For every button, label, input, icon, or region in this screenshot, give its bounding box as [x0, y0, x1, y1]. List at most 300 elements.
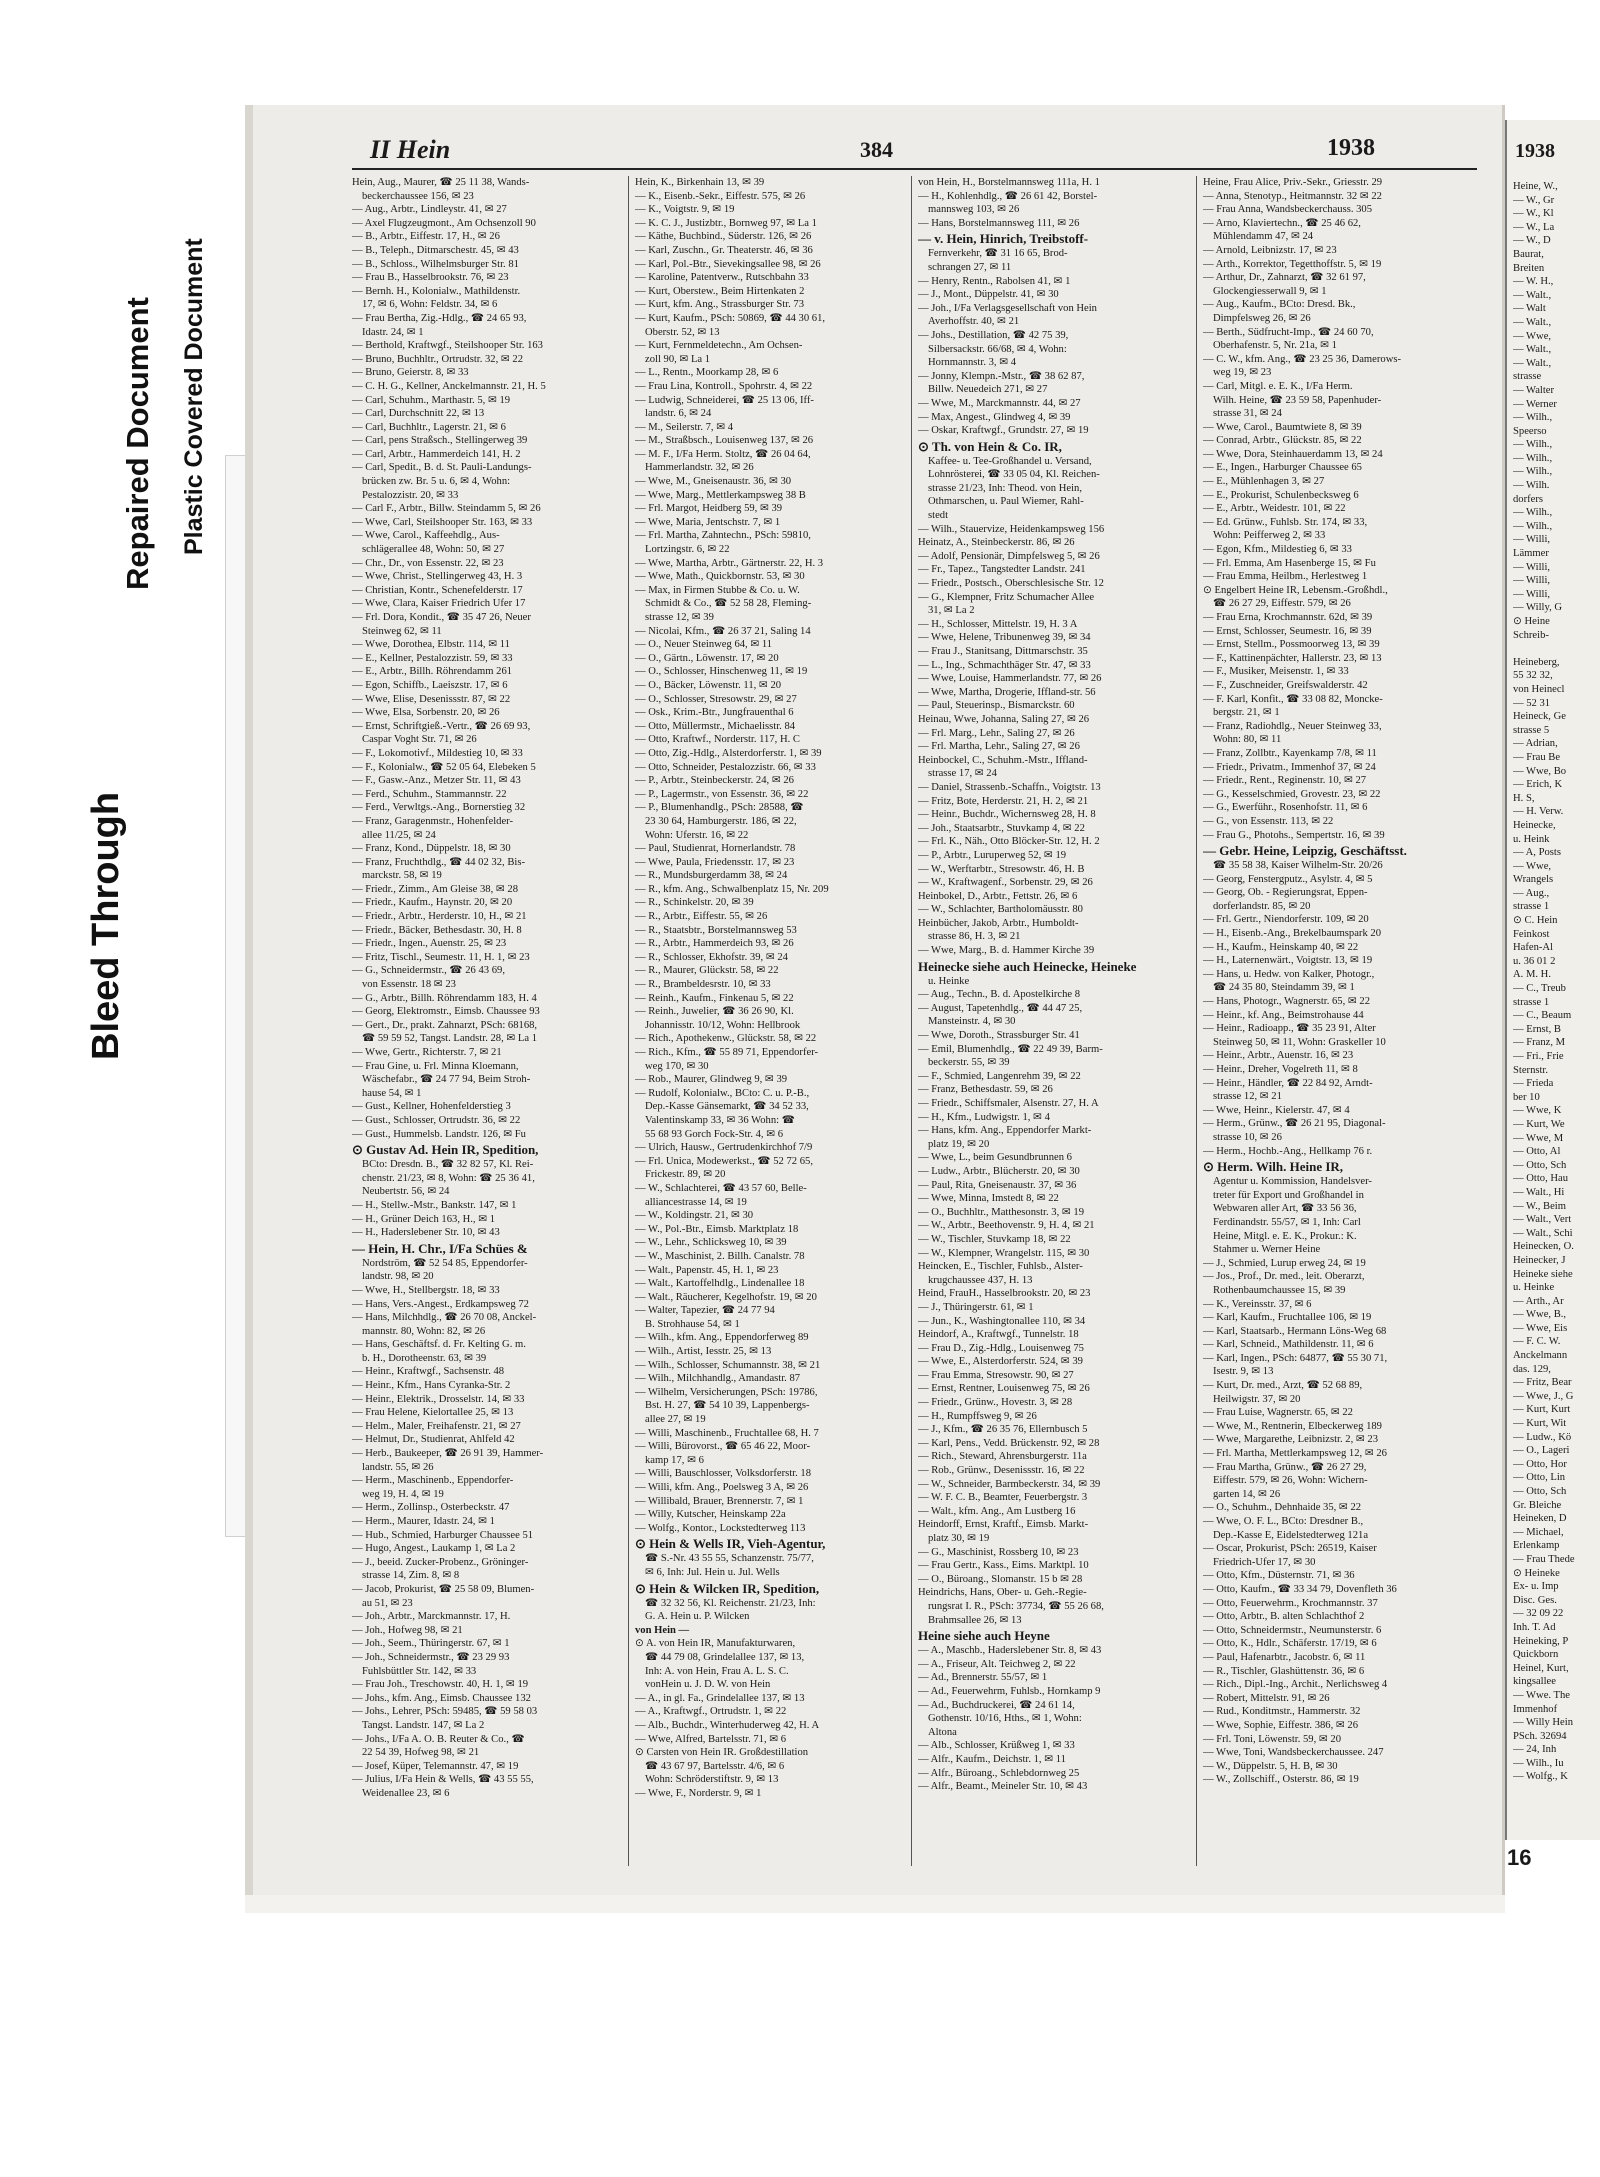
directory-entry: — Chr., Dr., von Essenstr. 22, ✉ 23 — [352, 557, 504, 569]
directory-entry: — Franz, Fruchthdlg., ☎ 44 02 32, Bis- — [352, 856, 525, 868]
directory-entry: Heinbücher, Jakob, Arbtr., Humboldt- — [918, 917, 1079, 929]
directory-entry: — A., in gl. Fa., Grindelallee 137, ✉ 13 — [635, 1692, 805, 1704]
directory-entry: — Kurt, kfm. Ang., Strassburger Str. 73 — [635, 299, 805, 311]
directory-entry: — Rich., Kfm., ☎ 55 89 71, Eppendorfer- — [635, 1047, 819, 1058]
directory-entry: mannsweg 103, ✉ 26 — [928, 204, 1020, 216]
directory-entry: — J., beeid. Zucker-Probenz., Gröninger- — [352, 1556, 529, 1568]
directory-entry: garten 14, ✉ 26 — [1213, 1488, 1281, 1500]
directory-entry: — W., Klempner, Wrangelstr. 115, ✉ 30 — [918, 1247, 1090, 1259]
directory-entry: — Oskar, Kraftwgf., Grundstr. 27, ✉ 19 — [918, 425, 1089, 437]
directory-entry: — Frau Anna, Wandsbeckerchauss. 305 — [1203, 204, 1373, 216]
directory-entry: Silbersackstr. 66/68, ✉ 4, Wohn: — [928, 343, 1067, 355]
directory-entry: — Wwe, M., Rentnerin, Elbeckerweg 189 — [1203, 1420, 1382, 1432]
column-divider — [911, 176, 912, 1866]
directory-entry: — Friedr., Postsch., Oberschlesische Str. 12 — [918, 578, 1104, 590]
adjacent-entry: — C., Treub — [1513, 983, 1566, 995]
directory-entry: — Alfr., Beamt., Meineler Str. 10, ✉ 43 — [918, 1781, 1088, 1793]
directory-entry: — Otto, Kaufm., ☎ 33 34 79, Dovenfleth 36 — [1203, 1583, 1397, 1595]
directory-entry: brücken zw. Br. 5 u. 6, ✉ 4, Wohn: — [362, 476, 511, 488]
directory-entry: — Walt., Papenstr. 45, H. 1, ✉ 23 — [635, 1264, 779, 1276]
directory-entry: — Johs., Lehrer, PSch: 59485, ☎ 59 58 03 — [352, 1706, 538, 1718]
adjacent-entry: — W., D — [1513, 235, 1551, 247]
adjacent-entry: — Walt., Vert — [1513, 1214, 1572, 1226]
directory-entry: — Herm., Hochb.-Ang., Hellkamp 76 r. — [1203, 1145, 1373, 1157]
directory-entry: Webwaren aller Art, ☎ 33 56 36, — [1213, 1203, 1357, 1215]
directory-entry: strasse 10, ✉ 26 — [1213, 1131, 1282, 1143]
directory-entry: — Wwe, Minna, Imstedt 8, ✉ 22 — [918, 1193, 1059, 1205]
adjacent-entry: Ex- u. Imp — [1513, 1581, 1559, 1593]
directory-entry: — Jonny, Klempn.-Mstr., ☎ 38 62 87, — [918, 370, 1085, 382]
directory-entry: beckerchaussee 156, ✉ 23 — [362, 190, 474, 202]
adjacent-entry: Heineken, D — [1513, 1513, 1567, 1525]
directory-entry: — Carl, pens Straßsch., Stellingerweg 39 — [352, 435, 528, 447]
directory-entry: — Heinr., Radioapp., ☎ 35 23 91, Alter — [1203, 1023, 1376, 1035]
directory-entry: — Frau Erna, Krochmannstr. 62d, ✉ 39 — [1203, 612, 1373, 623]
directory-entry: — M. F., I/Fa Herm. Stoltz, ☎ 26 04 64, — [635, 448, 811, 460]
adjacent-entry: — Otto, Al — [1513, 1146, 1561, 1158]
directory-entry: — Otto, K., Hdlr., Schäferstr. 17/19, ✉ 6 — [1203, 1638, 1377, 1650]
directory-entry: — Alfr., Büroang., Schlebdornweg 25 — [918, 1767, 1080, 1779]
directory-entry: Fernverkehr, ☎ 31 16 65, Brod- — [928, 248, 1068, 260]
directory-entry: Hein, Aug., Maurer, ☎ 25 11 38, Wands- — [352, 177, 530, 188]
directory-entry: — Berth., Südfrucht-Imp., ☎ 24 60 70, — [1203, 326, 1374, 338]
directory-entry: — Heinr., Elektrik., Drosselstr. 14, ✉ 33 — [352, 1393, 525, 1405]
directory-entry: — Willi, Bauschlosser, Volksdorferstr. 18 — [635, 1468, 812, 1480]
directory-entry: — G., von Essenstr. 113, ✉ 22 — [1203, 815, 1334, 827]
directory-entry: — E., Arbtr., Billh. Röhrendamm 261 — [352, 666, 513, 678]
directory-entry: — Willy, Kutscher, Heinskamp 22a — [635, 1509, 786, 1521]
directory-entry: Pestalozzistr. 20, ✉ 33 — [362, 489, 459, 501]
directory-entry: ✉ 6, Inh: Jul. Hein u. Jul. Wells — [645, 1566, 780, 1578]
directory-entry: ⊙ A. von Hein IR, Manufakturwaren, — [635, 1638, 796, 1650]
directory-entry: vonHein u. J. D. W. von Hein — [645, 1679, 771, 1691]
directory-entry: — Karoline, Patentverw., Rutschbahn 33 — [635, 272, 809, 284]
directory-entry: — Heinr., Dreher, Vogelreth 11, ✉ 8 — [1203, 1064, 1358, 1075]
directory-entry: — Helmut, Dr., Studienrat, Ahlfeld 42 — [352, 1434, 515, 1446]
directory-entry: — Frau Helene, Kielortallee 25, ✉ 13 — [352, 1407, 514, 1419]
directory-entry: u. Heinke — [928, 975, 970, 987]
directory-entry: — Wwe, Martha, Arbtr., Gärtnerstr. 22, H. 3 — [635, 557, 824, 569]
column-divider — [1196, 176, 1197, 1866]
directory-entry: — Aug., Arbtr., Lindleystr. 41, ✉ 27 — [352, 204, 507, 216]
directory-entry: — Carl, Mitgl. e. E. K., I/Fa Herm. — [1203, 380, 1353, 392]
directory-entry: BCto: Dresdn. B., ☎ 32 82 57, Kl. Rei- — [362, 1159, 534, 1171]
adjacent-entry: — Wwe, J., G — [1513, 1390, 1574, 1402]
directory-entry: — Wwe, Elsa, Sorbenstr. 20, ✉ 26 — [352, 707, 500, 719]
directory-entry: schrangen 27, ✉ 11 — [928, 261, 1012, 273]
directory-entry: — W., Zollschiff., Osterstr. 86, ✉ 19 — [1203, 1774, 1359, 1786]
directory-entry: — Bruno, Geierstr. 8, ✉ 33 — [352, 367, 469, 379]
directory-entry: — Ad., Feuerwehrm, Fuhlsb., Hornkamp 9 — [918, 1685, 1101, 1697]
directory-entry: — Fr., Tapez., Tangstedter Landstr. 241 — [918, 564, 1086, 576]
directory-entry: Wohn: 80, ✉ 11 — [1213, 734, 1282, 746]
directory-entry: — F., Kolonialw., ☎ 52 05 64, Elebeken 5 — [352, 761, 536, 773]
directory-entry: — J., Thüringerstr. 61, ✉ 1 — [918, 1301, 1034, 1313]
directory-entry: — Otto, Feuerwehrm., Krochmannstr. 37 — [1203, 1597, 1378, 1609]
directory-entry: strasse 14, Zim. 8, ✉ 8 — [362, 1570, 460, 1582]
directory-entry: — Frau Bertha, Zig.-Hdlg., ☎ 24 65 93, — [352, 312, 527, 324]
directory-entry: Mühlendamm 47, ✉ 24 — [1213, 231, 1314, 243]
directory-entry: — Herm., Zollinsp., Osterbeckstr. 47 — [352, 1502, 510, 1514]
directory-entry: ⊙ Hein & Wells IR, Vieh-Agentur, — [635, 1536, 826, 1552]
directory-entry: allee 11/25, ✉ 24 — [362, 829, 436, 841]
adjacent-entry: — Wwe, — [1513, 330, 1552, 342]
directory-entry: — Wwe, Sophie, Eiffestr. 386, ✉ 26 — [1203, 1719, 1359, 1731]
directory-entry: — W., Koldingstr. 21, ✉ 30 — [635, 1210, 754, 1222]
directory-entry: — Bernh. H., Kolonialw., Mathildenstr. — [352, 285, 521, 297]
directory-entry: — Wwe, Gertr., Richterstr. 7, ✉ 21 — [352, 1047, 502, 1058]
directory-entry: — Ludwig, Schneiderei, ☎ 25 13 06, Iff- — [635, 394, 814, 406]
directory-entry: mannstr. 80, Wohn: 82, ✉ 26 — [362, 1325, 486, 1337]
directory-entry: — Arth., Korrektor, Tegetthoffstr. 5, ✉ 19 — [1203, 258, 1382, 270]
directory-entry: Eiffestr. 579, ✉ 26, Wohn: Wichern- — [1213, 1475, 1368, 1487]
directory-entry: — Egon, Schiffb., Laeiszstr. 17, ✉ 6 — [352, 679, 508, 691]
directory-entry: — Joh., Arbtr., Marckmannstr. 17, H. — [352, 1611, 511, 1623]
adjacent-entry: — Willi, — [1513, 588, 1551, 600]
directory-entry: — F., Zuschneider, Greifswalderstr. 42 — [1203, 679, 1368, 691]
directory-entry: — K., Voigtstr. 9, ✉ 19 — [635, 204, 735, 216]
directory-entry: Heindorff, Ernst, Kraftf., Eimsb. Markt- — [918, 1519, 1089, 1531]
directory-entry: — Wwe, Margarethe, Leibnizstr. 2, ✉ 23 — [1203, 1434, 1378, 1446]
adjacent-entry: — Kurt, Wit — [1513, 1418, 1567, 1430]
directory-entry: — G., Maschinist, Rossberg 10, ✉ 23 — [918, 1546, 1079, 1558]
directory-entry: 22 54 39, Hofweg 98, ✉ 21 — [362, 1747, 480, 1759]
directory-entry: — Hub., Schmied, Harburger Chaussee 51 — [352, 1529, 534, 1541]
directory-entry: — Friedr., Arbtr., Herderstr. 10, H., ✉ 21 — [352, 911, 527, 923]
directory-entry: — W., Tischler, Stuvkamp 18, ✉ 22 — [918, 1233, 1071, 1245]
directory-entry: — Wwe, Clara, Kaiser Friedrich Ufer 17 — [352, 598, 526, 610]
directory-entry: — Fritz, Bote, Herderstr. 21, H. 2, ✉ 21 — [918, 795, 1089, 807]
directory-entry: — Georg, Elektromstr., Eimsb. Chaussee 93 — [352, 1006, 540, 1018]
directory-entry: — Ernst, Schriftgieß.-Vertr., ☎ 26 69 93, — [352, 720, 531, 732]
directory-entry: — Wwe, Math., Quickbornstr. 53, ✉ 30 — [635, 571, 805, 583]
directory-entry: — Wwe, E., Alsterdorferstr. 524, ✉ 39 — [918, 1356, 1083, 1368]
directory-entry: — W. F. C. B., Beamter, Feuerbergstr. 3 — [918, 1492, 1088, 1504]
directory-entry: ⊙ Herm. Wilh. Heine IR, — [1203, 1159, 1344, 1175]
directory-entry: — H., Rumpffsweg 9, ✉ 26 — [918, 1410, 1037, 1422]
directory-entry: — E., Kellner, Pestalozzistr. 59, ✉ 33 — [352, 652, 513, 664]
directory-entry: — W., Kraftwagenf., Sorbenstr. 29, ✉ 26 — [918, 877, 1093, 889]
directory-entry: — Ernst, Rentner, Louisenweg 75, ✉ 26 — [918, 1383, 1090, 1395]
directory-entry: zoll 90, ✉ La 1 — [645, 353, 711, 365]
directory-entry: — Wwe, M., Gneisenaustr. 36, ✉ 30 — [635, 476, 792, 488]
directory-entry: — Friedr., Bäcker, Bethesdastr. 30, H. 8 — [352, 924, 522, 936]
directory-entry: — G., Schneidermstr., ☎ 26 43 69, — [352, 965, 505, 977]
directory-entry: — Wwe, Helene, Tribunenweg 39, ✉ 34 — [918, 632, 1091, 644]
directory-entry: Fuhlsbüttler Str. 142, ✉ 33 — [362, 1665, 477, 1677]
adjacent-entry: Anckelmann — [1513, 1350, 1568, 1362]
adjacent-entry: — Wilh., — [1513, 439, 1553, 451]
directory-entry: — Gust., Schlosser, Ortrudstr. 36, ✉ 22 — [352, 1114, 521, 1126]
adjacent-entry: dorfers — [1513, 493, 1544, 505]
directory-entry: — Frau J., Stanitsang, Dittmarschstr. 35 — [918, 646, 1088, 657]
directory-entry: — O., Büroang., Slomanstr. 15 b ✉ 28 — [918, 1573, 1083, 1585]
directory-entry: — A., Friseur, Alt. Teichweg 2, ✉ 22 — [918, 1658, 1076, 1670]
directory-entry: — Frau Luise, Wagnerstr. 65, ✉ 22 — [1203, 1407, 1353, 1419]
adjacent-entry: u. Heink — [1513, 833, 1550, 845]
directory-entry: Heine siehe auch Heyne — [918, 1628, 1050, 1644]
year-label: 1938 — [1327, 135, 1375, 161]
adjacent-entry: Disc. Ges. — [1513, 1594, 1557, 1606]
directory-entry: — J., Mont., Düppelstr. 41, ✉ 30 — [918, 289, 1059, 301]
directory-entry: — H., Haderslebener Str. 10, ✉ 43 — [352, 1227, 500, 1239]
directory-entry: Brahmsallee 26, ✉ 13 — [928, 1614, 1022, 1626]
directory-entry: Wohn: Schröderstiftstr. 9, ✉ 13 — [645, 1774, 779, 1786]
directory-entry: kamp 17, ✉ 6 — [645, 1454, 704, 1466]
adjacent-page-column — [1513, 180, 1600, 1784]
directory-entry: — F., Musiker, Meisenstr. 1, ✉ 33 — [1203, 666, 1349, 678]
directory-entry: Steinweg 62, ✉ 11 — [362, 625, 442, 637]
label-repaired-document: Repaired Document — [120, 297, 155, 590]
directory-entry: — M., Straßbsch., Louisenweg 137, ✉ 26 — [635, 435, 814, 447]
directory-entry: weg 19, ✉ 23 — [1213, 367, 1272, 379]
adjacent-entry: Heinecken, O. — [1513, 1241, 1574, 1253]
directory-entry: — Frl. Toni, Löwenstr. 59, ✉ 20 — [1203, 1733, 1342, 1745]
adjacent-entry — [1513, 642, 1600, 656]
adjacent-entry: — W., Beim — [1513, 1200, 1566, 1212]
directory-entry: ⊙ Carsten von Hein IR. Großdestillation — [635, 1747, 809, 1759]
directory-entry: Steinweg 50, ✉ 11, Wohn: Graskeller 10 — [1213, 1036, 1386, 1048]
directory-entry: 17, ✉ 6, Wohn: Feldstr. 34, ✉ 6 — [362, 299, 498, 311]
directory-entry: — H., Grüner Deich 163, H., ✉ 1 — [352, 1213, 496, 1225]
adjacent-page — [1505, 120, 1600, 1840]
directory-entry: strasse 21/23, Inh: Theod. von Hein, — [928, 482, 1082, 494]
directory-entry: — R., Mundsburgerdamm 38, ✉ 24 — [635, 870, 788, 882]
directory-entry: — G., Kesselschmied, Grovestr. 23, ✉ 22 — [1203, 788, 1381, 800]
directory-entry: — Wwe, Alfred, Bartelsstr. 71, ✉ 6 — [635, 1733, 787, 1745]
adjacent-entry: — Fritz, Bear — [1513, 1377, 1572, 1389]
adjacent-entry: das. 129, — [1513, 1363, 1551, 1375]
adjacent-entry: Heineberg, — [1513, 656, 1560, 668]
directory-entry: — Frau Martha, Grünw., ☎ 26 27 29, — [1203, 1461, 1367, 1473]
adjacent-entry: — Wwe. The — [1513, 1689, 1570, 1701]
adjacent-entry: — 32 09 22 — [1513, 1608, 1564, 1620]
directory-entry: — Willi, Bürovorst., ☎ 65 46 22, Moor- — [635, 1441, 811, 1453]
directory-entry: — P., Lagermstr., von Essenstr. 36, ✉ 22 — [635, 788, 809, 800]
directory-entry: alliancestrasse 14, ✉ 19 — [645, 1196, 747, 1208]
directory-entry: — Kurt, Dr. med., Arzt, ☎ 52 68 89, — [1203, 1380, 1363, 1392]
directory-entry: Heind, FrauH., Hasselbrookstr. 20, ✉ 23 — [918, 1288, 1091, 1300]
adjacent-entry: — Wilh., — [1513, 466, 1553, 478]
directory-entry: ⊙ Hein & Wilcken IR, Spedition, — [635, 1580, 820, 1596]
adjacent-entry: — Wwe, M — [1513, 1132, 1564, 1144]
directory-entry: — Friedr., Ingen., Auenstr. 25, ✉ 23 — [352, 938, 507, 950]
directory-entry: — C. W., kfm. Ang., ☎ 23 25 36, Damerows- — [1203, 353, 1401, 365]
directory-entry: — Ernst, Schlosser, Seumestr. 16, ✉ 39 — [1203, 625, 1372, 637]
directory-entry: bergstr. 21, ✉ 1 — [1213, 707, 1280, 719]
adjacent-page-number: 16 — [1507, 1845, 1532, 1870]
directory-entry: — W., Schlachter, Bartholomäusstr. 80 — [918, 904, 1083, 916]
adjacent-entry: ⊙ C. Hein — [1513, 915, 1558, 927]
adjacent-entry: kingsallee — [1513, 1676, 1556, 1688]
directory-entry: — Walt., Räucherer, Kegelhofstr. 19, ✉ 20 — [635, 1291, 817, 1303]
directory-entry: — H., Kohlenhdlg., ☎ 26 61 42, Borstel- — [918, 190, 1098, 202]
directory-entry: — Wwe, Martha, Drogerie, Iffland-str. 56 — [918, 686, 1096, 698]
adjacent-entry: Heine, W., — [1513, 181, 1558, 192]
directory-entry: — Wwe, H., Stellbergstr. 18, ✉ 33 — [352, 1284, 500, 1296]
directory-entry: Kaffee- u. Tee-Großhandel u. Versand, — [928, 455, 1092, 467]
adjacent-entry: — Walt., Schi — [1513, 1227, 1573, 1239]
adjacent-entry: — 24, Inh — [1513, 1744, 1557, 1756]
adjacent-entry: — Kurt, We — [1513, 1118, 1565, 1130]
adjacent-entry: — Kurt, Kurt — [1513, 1404, 1571, 1416]
directory-entry: Gothenstr. 10/16, Hths., ✉ 1, Wohn: — [928, 1713, 1082, 1725]
directory-entry: — Wwe, F., Norderstr. 9, ✉ 1 — [635, 1787, 762, 1799]
directory-entry: — Walter, Tapezier, ☎ 24 77 94 — [635, 1305, 775, 1317]
directory-entry: Weidenallee 23, ✉ 6 — [362, 1787, 450, 1799]
directory-entry: — Ferd., Schuhm., Stammannstr. 22 — [352, 788, 507, 800]
directory-entry: Wäschefabr., ☎ 24 77 94, Beim Stroh- — [362, 1074, 531, 1086]
directory-entry: — Heinr., Arbtr., Auenstr. 16, ✉ 23 — [1203, 1050, 1354, 1062]
directory-entry: schlägerallee 48, Wohn: 50, ✉ 27 — [362, 544, 505, 556]
adjacent-entry: Immenhof — [1513, 1703, 1558, 1715]
directory-entry: — Wilh., Stauervize, Heidenkampsweg 156 — [918, 523, 1105, 535]
directory-entry: — Jun., K., Washingtonallee 110, ✉ 34 — [918, 1315, 1086, 1327]
directory-entry: — Arno, Klaviertechn., ☎ 25 46 62, — [1203, 217, 1361, 229]
directory-entry: — W., Schneider, Barmbeckerstr. 34, ✉ 39 — [918, 1478, 1101, 1490]
directory-entry: — Walt., Kartoffelhdlg., Lindenallee 18 — [635, 1278, 805, 1290]
directory-entry: — Joh., I/Fa Verlagsgesellschaft von Hein — [918, 302, 1097, 314]
directory-entry: — Hans, Photogr., Wagnerstr. 65, ✉ 22 — [1203, 996, 1371, 1008]
directory-entry: — R., kfm. Ang., Schwalbenplatz 15, Nr. 209 — [635, 883, 829, 895]
label-plastic-covered-document: Plastic Covered Document — [180, 238, 208, 555]
directory-entry: Hein, K., Birkenhain 13, ✉ 39 — [635, 177, 765, 188]
directory-entry: — Karl, Ingen., PSch: 64877, ☎ 55 30 71, — [1203, 1352, 1388, 1364]
directory-entry: b. H., Dorotheenstr. 63, ✉ 39 — [362, 1352, 487, 1364]
directory-entry: B. Strohhause 54, ✉ 1 — [645, 1318, 740, 1330]
adjacent-entry: — Michael, — [1513, 1526, 1564, 1538]
adjacent-entry: Lämmer — [1513, 548, 1549, 560]
directory-entry: — Gust., Kellner, Hohenfelderstieg 3 — [352, 1101, 511, 1113]
directory-entry: — Willibald, Brauer, Brennerstr. 7, ✉ 1 — [635, 1495, 804, 1507]
adjacent-entry: — W., Kl — [1513, 208, 1554, 220]
directory-entry: — H., Kaufm., Heinskamp 40, ✉ 22 — [1203, 941, 1359, 953]
directory-entry: — Carl, Buchhltr., Lagerstr. 21, ✉ 6 — [352, 421, 506, 433]
adjacent-page-year: 1938 — [1515, 140, 1555, 162]
directory-entry: — O., Schuhm., Dehnhaide 35, ✉ 22 — [1203, 1502, 1362, 1514]
directory-entry: — Carl, Durchschnitt 22, ✉ 13 — [352, 408, 485, 420]
directory-entry: — K. C. J., Justizbtr., Bornweg 97, ✉ La 1 — [635, 217, 817, 229]
directory-entry: — Wwe, Carol., Kaffeehdlg., Aus- — [352, 530, 500, 542]
adjacent-entry: — Otto, Hor — [1513, 1458, 1567, 1470]
adjacent-entry: Heinel, Kurt, — [1513, 1662, 1569, 1674]
directory-entry: — Karl, Kaufm., Fruchtallee 106, ✉ 19 — [1203, 1312, 1372, 1324]
directory-entry: — Reinh., Kaufm., Finkenau 5, ✉ 22 — [635, 992, 794, 1004]
adjacent-entry: Quickborn — [1513, 1649, 1559, 1661]
directory-entry: — Frau Gine, u. Frl. Minna Kloemann, — [352, 1060, 519, 1072]
adjacent-entry: u. 36 01 2 — [1513, 955, 1556, 967]
directory-entry: Stahmer u. Werner Heine — [1213, 1244, 1321, 1256]
directory-entry: — Wwe, Marg., Mettlerkampsweg 38 B — [635, 489, 806, 501]
directory-entry: weg 19, H. 4, ✉ 19 — [362, 1488, 444, 1500]
adjacent-entry: Baurat, — [1513, 248, 1544, 260]
directory-entry: — Frl. Unica, Modewerkst., ☎ 52 72 65, — [635, 1155, 813, 1167]
adjacent-entry: — Otto, Hau — [1513, 1173, 1569, 1185]
directory-entry: — Gebr. Heine, Leipzig, Geschäftsst. — [1203, 843, 1407, 859]
directory-entry: — Hans, Vers.-Angest., Erdkampsweg 72 — [352, 1298, 529, 1310]
directory-entry: — Josef, Küper, Telemannstr. 47, ✉ 19 — [352, 1760, 519, 1772]
adjacent-entry: — C., Beaum — [1513, 1010, 1572, 1022]
directory-entry: — W., Pol.-Btr., Eimsb. Marktplatz 18 — [635, 1223, 799, 1235]
directory-entry: Frickestr. 89, ✉ 20 — [645, 1169, 726, 1181]
directory-entry: — O., Bäcker, Löwenstr. 11, ✉ 20 — [635, 679, 782, 691]
directory-entry: — G., Arbtr., Billh. Röhrendamm 183, H. 4 — [352, 992, 537, 1004]
directory-entry: 31, ✉ La 2 — [928, 605, 975, 617]
directory-entry: Heinau, Wwe, Johanna, Saling 27, ✉ 26 — [918, 713, 1090, 725]
adjacent-entry: — Ernst, B — [1513, 1023, 1561, 1035]
directory-entry: Heilwigstr. 37, ✉ 20 — [1213, 1393, 1301, 1405]
directory-entry: — Rud., Konditmstr., Hammerstr. 32 — [1203, 1706, 1361, 1718]
adjacent-entry: von Heinecl — [1513, 683, 1565, 695]
adjacent-entry: — H. Verw. — [1513, 806, 1564, 818]
directory-entry: — Paul, Studienrat, Hornerlandstr. 78 — [635, 843, 796, 855]
adjacent-entry: — Willi, — [1513, 534, 1551, 546]
directory-entry: — Arthur, Dr., Zahnarzt, ☎ 32 61 97, — [1203, 272, 1366, 284]
directory-entry: — O., Schlosser, Stresowstr. 29, ✉ 27 — [635, 693, 797, 705]
directory-entry: — Aug., Techn., B. d. Apostelkirche 8 — [918, 989, 1081, 1001]
directory-entry: — Christian, Kontr., Schenefelderstr. 17 — [352, 584, 523, 596]
directory-entry: landstr. 6, ✉ 24 — [645, 408, 712, 420]
directory-entry: Heinatz, A., Steinbeckerstr. 86, ✉ 26 — [918, 537, 1075, 549]
directory-entry: — O., Neuer Steinweg 64, ✉ 11 — [635, 639, 773, 651]
adjacent-entry: — Willy Hein — [1513, 1717, 1573, 1729]
directory-entry: ⊙ Th. von Hein & Co. IR, — [918, 438, 1062, 454]
directory-entry: Glockengiesserwall 9, ✉ 1 — [1213, 285, 1327, 297]
directory-entry: — Frl. Emma, Am Hasenberge 15, ✉ Fu — [1203, 557, 1376, 569]
directory-entry: — Wwe, Toni, Wandsbeckerchaussee. 247 — [1203, 1747, 1384, 1759]
directory-entry: ⊙ Gustav Ad. Hein IR, Spedition, — [352, 1142, 539, 1158]
directory-entry: 23 30 64, Hamburgerstr. 186, ✉ 22, — [645, 815, 797, 827]
directory-entry: — Franz, Radiohdlg., Neuer Steinweg 33, — [1203, 720, 1382, 732]
directory-entry: — Heinr., Kfm., Hans Cyranka-Str. 2 — [352, 1380, 511, 1392]
directory-entry: — Wwe, Marg., B. d. Hammer Kirche 39 — [918, 945, 1095, 957]
directory-entry: — Wilh., Schlosser, Schumannstr. 38, ✉ 21 — [635, 1359, 821, 1371]
directory-entry: hause 54, ✉ 1 — [362, 1087, 422, 1099]
directory-entry: — H., Eisenb.-Ang., Brekelbaumspark 20 — [1203, 928, 1381, 940]
directory-entry: — Kurt, Oberstew., Beim Hirtenkaten 2 — [635, 285, 805, 297]
directory-entry: Hammerlandstr. 32, ✉ 26 — [645, 462, 754, 474]
directory-entry: — J., Kfm., ☎ 26 35 76, Ellernbusch 5 — [918, 1424, 1088, 1436]
directory-entry: Heinbockel, C., Schuhm.-Mstr., Iffland- — [918, 754, 1088, 766]
directory-entry: ☎ 24 35 80, Steindamm 39, ✉ 1 — [1213, 982, 1355, 994]
directory-entry: Idastr. 24, ✉ 1 — [362, 326, 424, 338]
directory-entry: Friedrich-Ufer 17, ✉ 30 — [1213, 1556, 1316, 1568]
adjacent-entry: strasse 1 — [1513, 996, 1550, 1008]
adjacent-entry: — Fri., Frie — [1513, 1051, 1564, 1062]
directory-entry: allee 27, ✉ 19 — [645, 1414, 706, 1426]
directory-entry: — W., Maschinist, 2. Billh. Canalstr. 78 — [635, 1250, 805, 1262]
directory-entry: — A., Maschb., Haderslebener Str. 8, ✉ 43 — [918, 1645, 1102, 1657]
adjacent-entry: — Wwe, B., — [1513, 1309, 1567, 1321]
directory-entry: — Johs., kfm. Ang., Eimsb. Chaussee 132 — [352, 1692, 531, 1704]
directory-entry: Ferdinandstr. 55/57, ✉ 1, Inh: Carl — [1213, 1216, 1361, 1228]
adjacent-entry: — Willy, G — [1513, 602, 1563, 614]
directory-entry: — W., Düppelstr. 5, H. B, ✉ 30 — [1203, 1760, 1338, 1772]
adjacent-entry: — Wilh., — [1513, 507, 1553, 519]
directory-entry: — Carl, Spedit., B. d. St. Pauli-Landungs- — [352, 462, 532, 474]
directory-entry: — Franz, Kond., Düppelstr. 18, ✉ 30 — [352, 843, 511, 855]
directory-entry: — Wolfg., Kontor., Lockstedterweg 113 — [635, 1522, 806, 1534]
directory-entry: — Frau Joh., Treschowstr. 40, H. 1, ✉ 19 — [352, 1679, 529, 1691]
column-divider — [628, 176, 629, 1866]
directory-entry: — Osk., Krim.-Btr., Jungfrauenthal 6 — [635, 707, 794, 719]
directory-entry: — K., Eisenb.-Sekr., Eiffestr. 575, ✉ 26 — [635, 190, 806, 202]
directory-entry: — Johs., Destillation, ☎ 42 75 39, — [918, 329, 1069, 341]
directory-entry: beckerstr. 55, ✉ 39 — [928, 1057, 1010, 1069]
directory-entry: au 51, ✉ 23 — [362, 1597, 413, 1609]
adjacent-entry: — Wilh., — [1513, 520, 1553, 532]
directory-entry: — Franz, Zollbtr., Kayenkamp 7/8, ✉ 11 — [1203, 747, 1377, 759]
